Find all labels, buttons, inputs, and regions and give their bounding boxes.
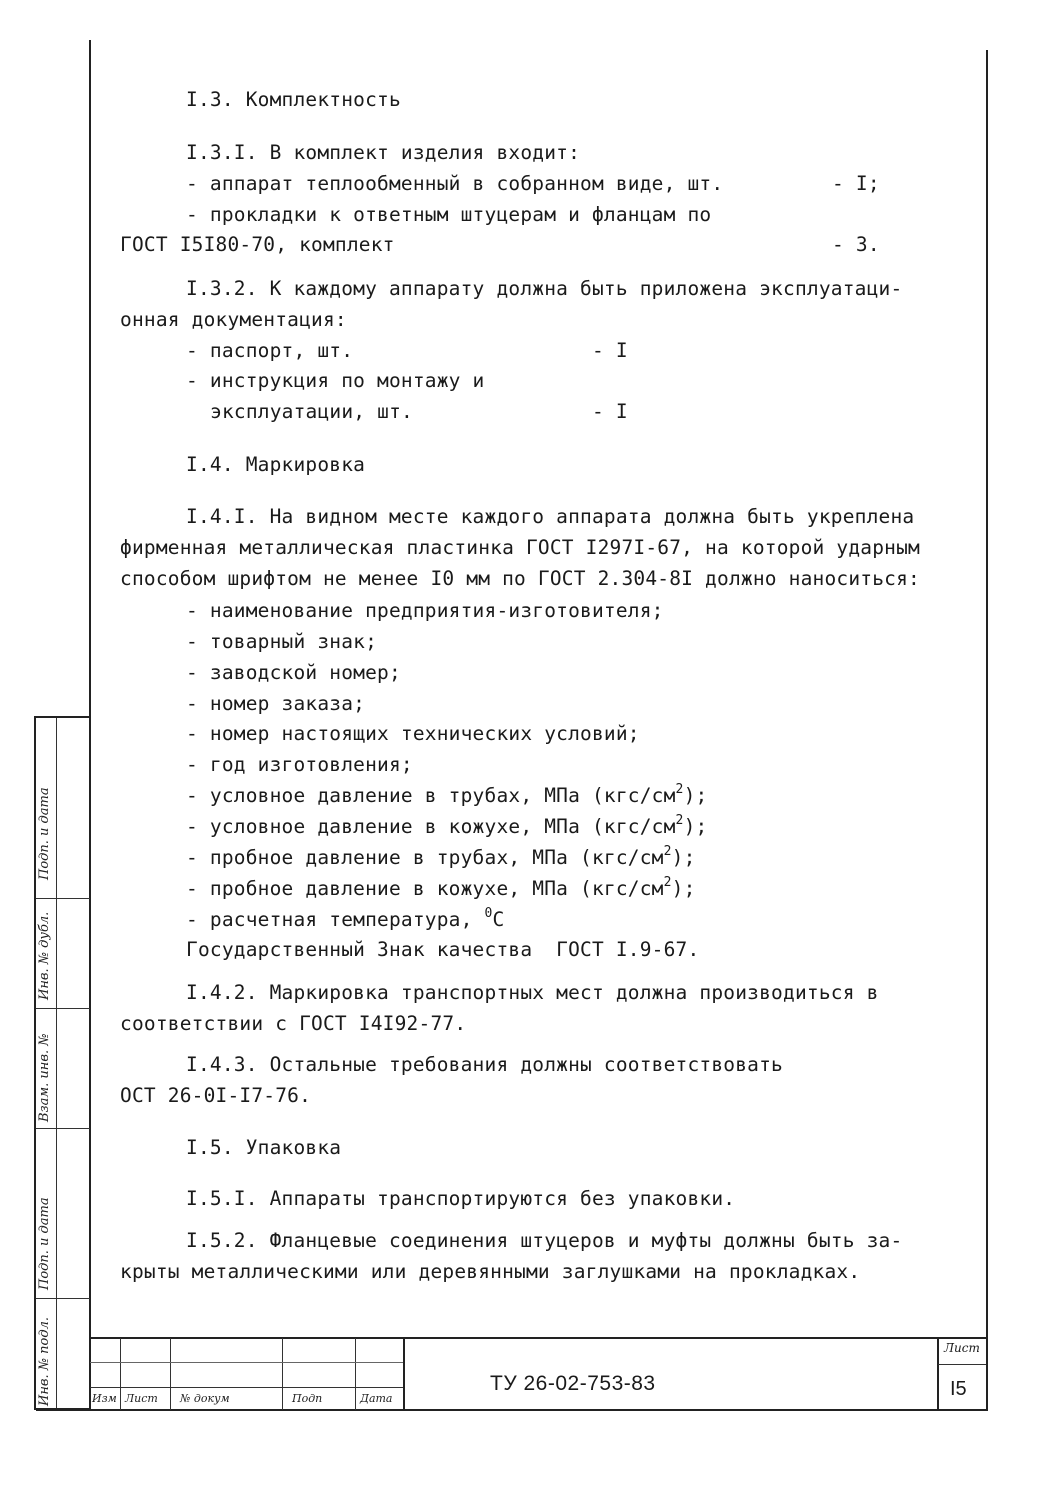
text-line-content: I.5. Упаковка	[186, 1136, 342, 1159]
side-strip-row-divider	[36, 898, 90, 899]
title-block-label-date: Дата	[360, 1392, 393, 1405]
text-line-content: онная документация:	[120, 308, 347, 331]
text-line-content: I.4. Маркировка	[186, 453, 366, 476]
text-line-content: I.3.2. К каждому аппарату должна быть приложена эксплуатаци-	[186, 277, 903, 300]
text-line	[186, 815, 707, 839]
text-line	[186, 369, 485, 393]
sheet-number: I5	[950, 1378, 967, 1400]
superscript: 2	[675, 782, 684, 797]
text-line-tail: );	[671, 877, 696, 900]
text-line-content: I.3. Комплектность	[186, 88, 401, 111]
text-line-tail: );	[683, 815, 708, 838]
text-line	[120, 567, 920, 591]
text-line-content: - 3.	[832, 233, 880, 256]
text-line	[120, 1012, 466, 1036]
document-code: ТУ 26-02-753-83	[490, 1372, 656, 1395]
text-line-content: - пробное давление в кожухе, МПа (кгс/см	[186, 877, 664, 900]
text-line	[186, 784, 707, 808]
text-line	[186, 88, 401, 112]
text-line-content: ОСТ 26-0I-I7-76.	[120, 1084, 312, 1107]
text-line-content: - товарный знак;	[186, 630, 378, 653]
frame-right-border	[986, 50, 988, 1410]
superscript: 0	[484, 906, 493, 921]
text-line-content: I.5.I. Аппараты транспортируются без упаковки.	[186, 1187, 736, 1210]
title-block-divider	[937, 1338, 939, 1410]
text-line	[186, 846, 696, 870]
text-line-content: - пробное давление в трубах, МПа (кгс/см	[186, 846, 664, 869]
text-line	[186, 753, 413, 777]
text-line-content: - инструкция по монтажу и	[186, 369, 485, 392]
text-line-content: соответствии с ГОСТ I4I92-77.	[120, 1012, 467, 1035]
text-line-content: - условное давление в кожухе, МПа (кгс/см	[186, 815, 676, 838]
text-line	[186, 141, 580, 165]
text-line	[832, 233, 880, 257]
text-line-content: - расчетная температура,	[186, 908, 485, 931]
text-line	[120, 1084, 311, 1108]
text-line	[186, 453, 365, 477]
text-line-content: способом шрифтом не менее I0 мм по ГОСТ 2.304-8I должно наноситься:	[120, 567, 920, 590]
text-line-content: ГОСТ I5I80-70, комплект	[120, 233, 395, 256]
text-line	[186, 722, 640, 746]
text-line-content: эксплуатации, шт.	[210, 400, 413, 423]
superscript: 2	[663, 875, 672, 890]
text-line	[120, 308, 347, 332]
text-line	[186, 938, 699, 962]
text-line-content: I.4.I. На видном месте каждого аппарата должна быть укреплена	[186, 505, 915, 528]
frame-bottom-border	[36, 1409, 988, 1411]
title-block-row	[90, 1387, 403, 1388]
side-label-orig-inv: Инв. № подл.	[37, 1316, 52, 1406]
text-line	[186, 877, 696, 901]
text-line	[832, 172, 880, 196]
sheet-label: Лист	[944, 1341, 980, 1355]
text-line	[186, 599, 664, 623]
text-line	[186, 1136, 341, 1160]
title-block-label-signature: Подп	[292, 1392, 323, 1405]
superscript: 2	[675, 813, 684, 828]
side-strip-row-divider	[36, 1298, 90, 1299]
title-block-label-change: Изм	[92, 1392, 117, 1405]
text-line	[186, 1053, 783, 1077]
text-line-content: I.3.I. В комплект изделия входит:	[186, 141, 581, 164]
title-block-divider	[120, 1338, 121, 1410]
text-line-content: - аппарат теплообменный в собранном виде, шт.	[186, 172, 724, 195]
side-strip-row-divider	[36, 1128, 90, 1129]
text-line-content: - заводской номер;	[186, 661, 401, 684]
text-line-content: - I;	[832, 172, 880, 195]
side-strip-row-divider	[36, 1008, 90, 1009]
text-line-content: - паспорт, шт.	[186, 339, 354, 362]
title-block-top-border	[89, 1337, 987, 1339]
title-block-divider	[355, 1338, 356, 1410]
text-line-content: - I	[592, 400, 628, 423]
text-line-tail: С	[492, 908, 505, 931]
side-label-replace-inv: Взам. инв. №	[37, 1033, 52, 1122]
text-line	[186, 339, 353, 363]
title-block-label-sheet: Лист	[125, 1392, 158, 1405]
text-line-content: Государственный Знак качества ГОСТ I.9-67.	[186, 938, 700, 961]
text-line	[186, 630, 377, 654]
title-block-row	[938, 1364, 986, 1365]
text-line-content: - год изготовления;	[186, 753, 413, 776]
side-label-dup-inv: Инв. № дубл.	[37, 911, 52, 1000]
side-label-sign-date-2: Подп. и дата	[37, 1197, 52, 1290]
text-line-content: - I	[592, 339, 628, 362]
text-line	[186, 981, 879, 1005]
text-line	[186, 1229, 902, 1253]
text-line-content: крыты металлическими или деревянными заглушками на прокладках.	[120, 1260, 861, 1283]
text-line	[186, 505, 914, 529]
text-line	[186, 692, 365, 716]
text-line	[186, 908, 504, 932]
side-strip-divider	[56, 718, 57, 1408]
text-line-content: фирменная металлическая пластинка ГОСТ I297I-67, на которой ударным	[120, 536, 920, 559]
text-line	[186, 172, 723, 196]
text-line	[210, 400, 413, 424]
text-line-content: - условное давление в трубах, МПа (кгс/см	[186, 784, 676, 807]
text-line-content: I.4.2. Маркировка транспортных мест должна производиться в	[186, 981, 879, 1004]
text-line	[186, 661, 401, 685]
text-line-tail: );	[683, 784, 708, 807]
text-line	[120, 233, 395, 257]
text-line	[186, 277, 902, 301]
text-line-tail: );	[671, 846, 696, 869]
title-block-divider	[403, 1338, 405, 1410]
text-line-content: - номер заказа;	[186, 692, 366, 715]
text-line	[186, 203, 711, 227]
title-block-row	[90, 1362, 403, 1363]
text-line	[186, 1187, 735, 1211]
text-line-content: - прокладки к ответным штуцерам и фланцам по	[186, 203, 712, 226]
text-line-content: I.5.2. Фланцевые соединения штуцеров и муфты должны быть за-	[186, 1229, 903, 1252]
text-line	[120, 536, 920, 560]
text-line-content: I.4.3. Остальные требования должны соответствовать	[186, 1053, 783, 1076]
text-line	[592, 400, 628, 424]
text-line	[120, 1260, 860, 1284]
text-line	[592, 339, 628, 363]
superscript: 2	[663, 844, 672, 859]
title-block-label-doc-no: № докум	[180, 1392, 230, 1405]
title-block-divider	[282, 1338, 283, 1410]
title-block-divider	[170, 1338, 171, 1410]
side-label-sign-date: Подп. и дата	[37, 787, 52, 880]
text-line-content: - номер настоящих технических условий;	[186, 722, 640, 745]
text-line-content: - наименование предприятия-изготовителя;	[186, 599, 664, 622]
